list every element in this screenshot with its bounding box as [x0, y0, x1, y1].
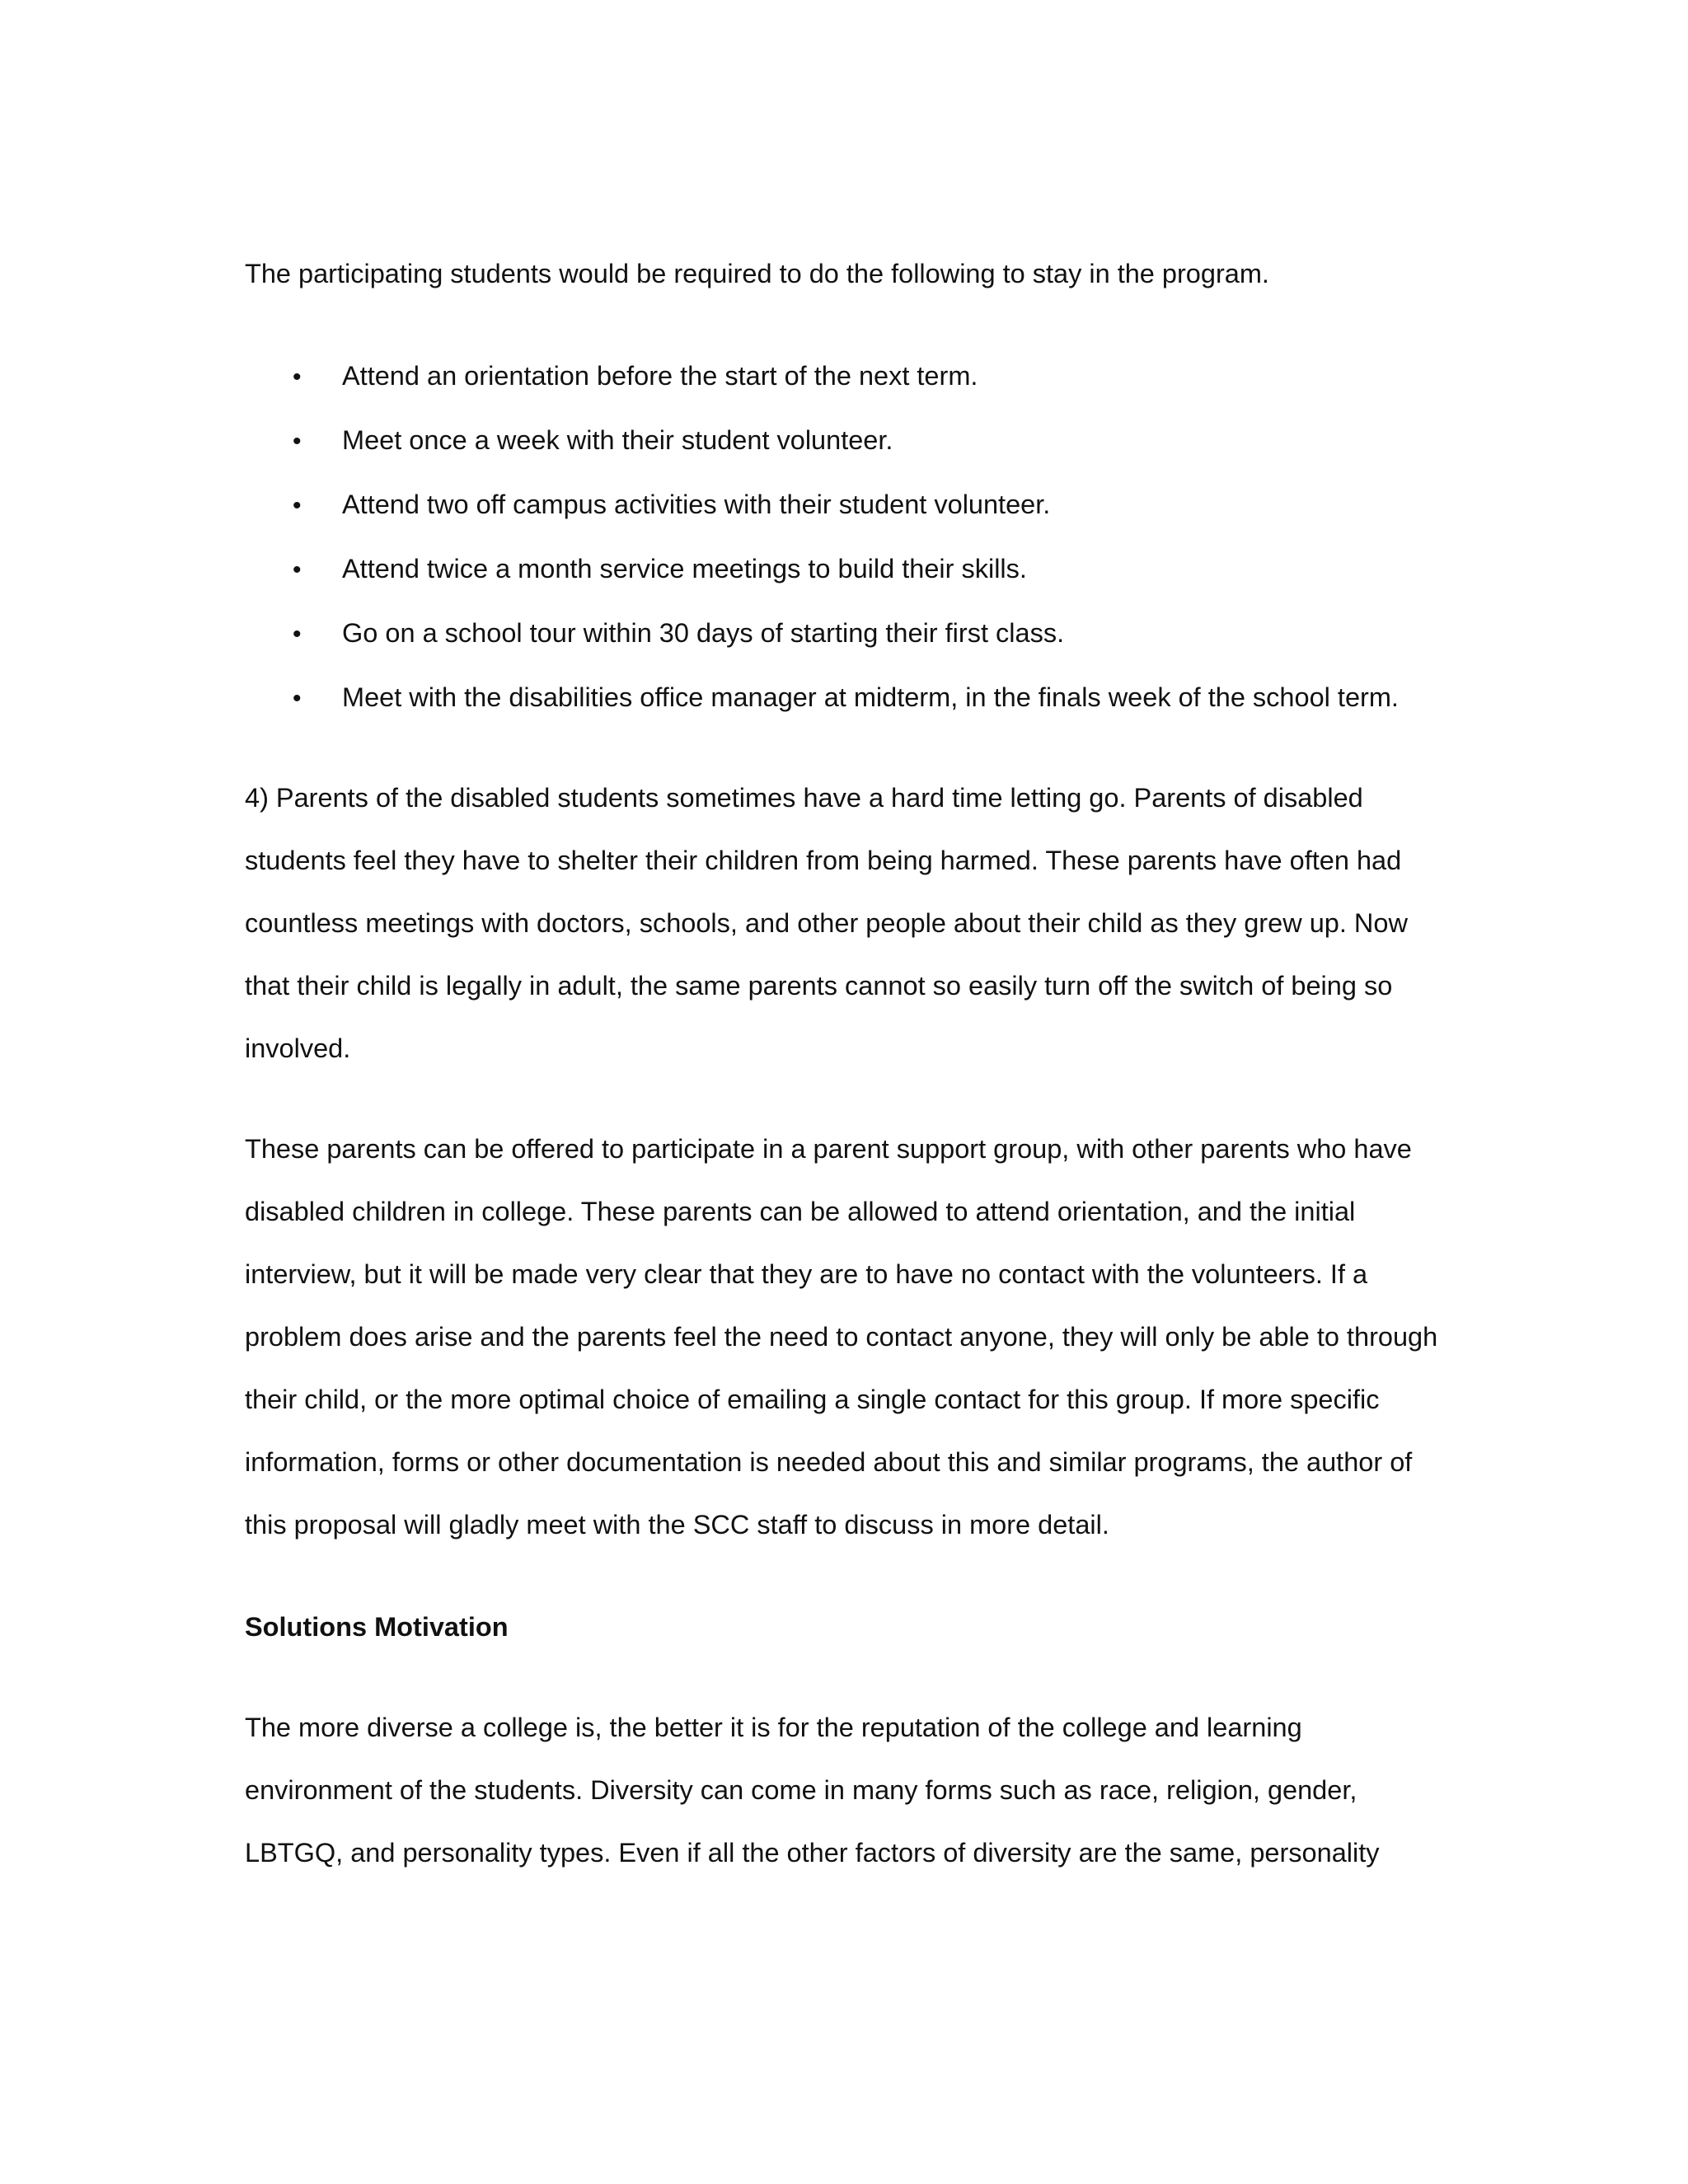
list-item-text: Go on a school tour within 30 days of starting their first class. — [342, 618, 1065, 648]
list-item-text: Attend two off campus activities with their student volunteer. — [342, 490, 1051, 519]
paragraph-line: this proposal will gladly meet with the SCC staff to discuss in more detail. — [245, 1510, 1109, 1540]
list-item — [293, 359, 978, 394]
paragraph-line: The more diverse a college is, the better it is for the reputation of the college and learning — [245, 1713, 1302, 1742]
paragraph-line: These parents can be offered to participate in a parent support group, with other parents who have — [245, 1134, 1412, 1164]
paragraph-line: students feel they have to shelter their children from being harmed. These parents have often had — [245, 846, 1402, 875]
paragraph-line: environment of the students. Diversity can come in many forms such as race, religion, gender, — [245, 1775, 1357, 1805]
list-item-text: Meet once a week with their student volunteer. — [342, 425, 893, 455]
bullet-icon: • — [293, 556, 302, 583]
paragraph-line: their child, or the more optimal choice of emailing a single contact for this group. If more specific — [245, 1385, 1380, 1414]
paragraph-line: 4) Parents of the disabled students sometimes have a hard time letting go. Parents of disabled — [245, 783, 1363, 813]
section-heading: Solutions Motivation — [245, 1612, 509, 1642]
list-item-text: Attend an orientation before the start of the next term. — [342, 361, 978, 391]
bullet-icon: • — [293, 621, 302, 648]
bullet-icon: • — [293, 685, 302, 712]
paragraph-line: disabled children in college. These parents can be allowed to attend orientation, and the initial — [245, 1197, 1356, 1226]
bullet-icon: • — [293, 492, 302, 519]
list-item-text: Attend twice a month service meetings to build their skills. — [342, 554, 1027, 583]
list-item — [293, 488, 1050, 523]
paragraph-line: information, forms or other documentation is needed about this and similar programs, the author of — [245, 1447, 1413, 1477]
list-item — [293, 616, 1064, 651]
paragraph-line: problem does arise and the parents feel the need to contact anyone, they will only be able to through — [245, 1322, 1438, 1352]
paragraph-line: interview, but it will be made very clear that they are to have no contact with the volunteers. If a — [245, 1259, 1368, 1289]
list-item — [293, 681, 1399, 715]
paragraph-line: countless meetings with doctors, schools, and other people about their child as they grew up. Now — [245, 908, 1408, 938]
intro-text: The participating students would be required to do the following to stay in the program. — [245, 259, 1269, 288]
paragraph-line: involved. — [245, 1033, 351, 1063]
list-item — [293, 552, 1027, 587]
paragraph-line: that their child is legally in adult, the same parents cannot so easily turn off the switch of being so — [245, 971, 1393, 1001]
list-item-text: Meet with the disabilities office manager at midterm, in the finals week of the school term. — [342, 682, 1399, 712]
paragraph-line: LBTGQ, and personality types. Even if all the other factors of diversity are the same, personality — [245, 1838, 1380, 1868]
bullet-icon: • — [293, 428, 302, 455]
bullet-icon: • — [293, 363, 302, 391]
list-item — [293, 424, 893, 458]
